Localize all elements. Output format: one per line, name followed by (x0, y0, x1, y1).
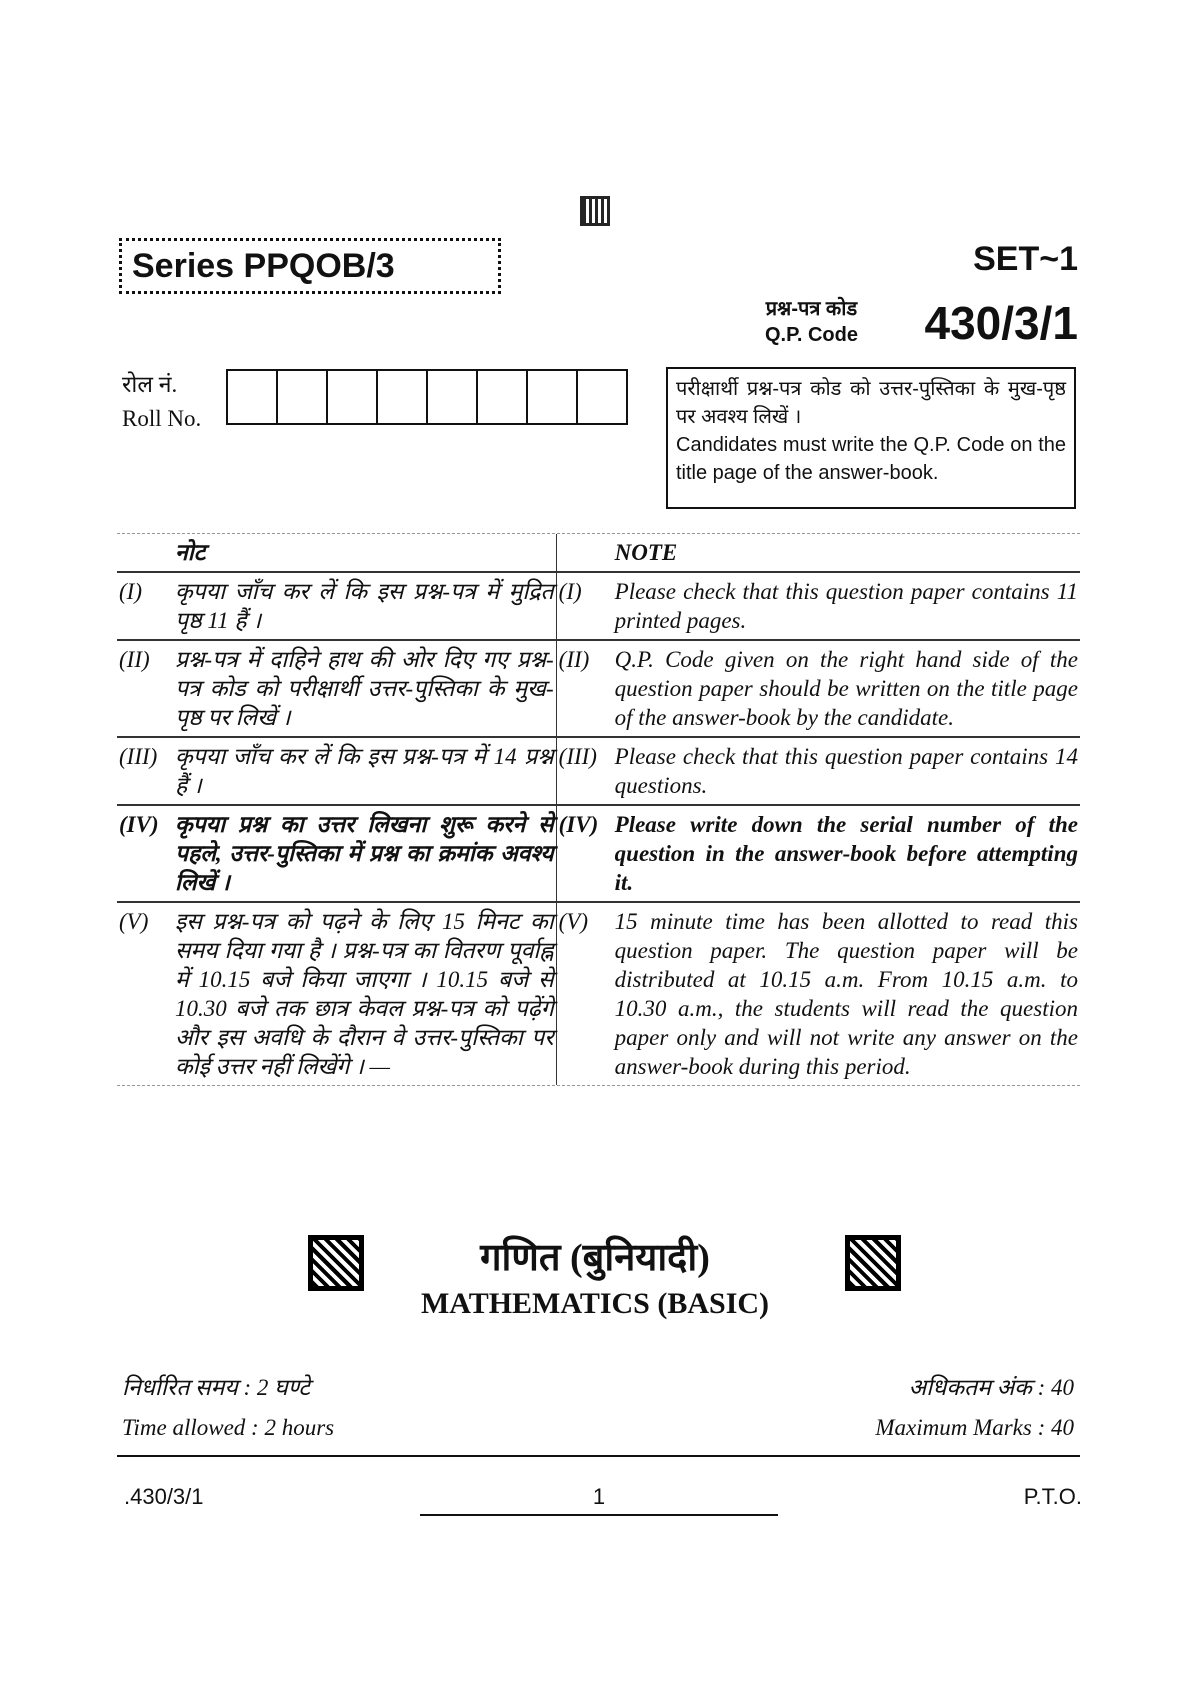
pto-label: P.T.O. (1023, 1484, 1082, 1509)
qp-code-label-en: Q.P. Code (765, 324, 858, 346)
roll-number-box[interactable] (378, 371, 428, 423)
qp-code-label-hi: प्रश्न-पत्र कोड (765, 298, 858, 320)
roll-number-box[interactable] (328, 371, 378, 423)
note-number-hi: (II) (119, 647, 150, 672)
instruction-en: Candidates must write the Q.P. Code on the title page of the answer-book. (676, 434, 1066, 484)
subject-title-en: MATHEMATICS (BASIC) (420, 1287, 770, 1320)
note-row (117, 737, 1080, 805)
roll-number-box[interactable] (278, 371, 328, 423)
note-text-hi: कृपया प्रश्न का उत्तर लिखना शुरू करने से पहले, उत्तर-पुस्तिका में प्रश्न का क्रमांक अवश्य लिखें । (173, 805, 556, 902)
note-text-hi: इस प्रश्न-पत्र को पढ़ने के लिए 15 मिनट का समय दिया गया है । प्रश्न-पत्र का वितरण पूर्वाह्न में 10.15 बजे किया जाएगा । 10.15 बजे से 10.30 बजे तक छात्र केवल प्रश्न-पत्र को पढ़ेंगे और इस अवधि के दौरान वे उत्तर-पुस्तिका पर कोई उत्तर नहीं लिखेंगे । — (173, 902, 556, 1085)
note-text-hi: कृपया जाँच कर लें कि इस प्रश्न-पत्र में 14 प्रश्न हैं । (173, 737, 556, 805)
note-number-en: (II) (558, 647, 590, 672)
note-number-en: (I) (558, 579, 582, 604)
footer-code: .430/3/1 (124, 1484, 204, 1509)
series-label: Series PPQOB/3 (119, 238, 501, 294)
subject-title-hi: गणित (बुनियादी) (480, 1237, 710, 1279)
time-allowed-en: Time allowed : 2 hours (122, 1415, 335, 1440)
note-number-hi: (III) (119, 744, 158, 769)
roll-number-box[interactable] (528, 371, 578, 423)
roll-number-box[interactable] (578, 371, 626, 423)
note-text-en: Please check that this question paper contains 11 printed pages. (614, 579, 1078, 633)
note-row (117, 640, 1080, 737)
roll-number-box[interactable] (428, 371, 478, 423)
note-number-en: (III) (558, 744, 597, 769)
notes-heading-hi: नोट (173, 534, 556, 572)
roll-number-boxes (226, 369, 628, 425)
instruction-box (666, 367, 1076, 509)
qr-code-icon (580, 196, 610, 226)
notes-heading-en: NOTE (614, 540, 678, 565)
notes-table (117, 533, 1080, 1086)
qp-code: 430/3/1 (924, 297, 1078, 349)
note-number-hi: (I) (119, 579, 142, 604)
qp-code-label (765, 296, 858, 348)
note-text-en: Q.P. Code given on the right hand side of the question paper should be written on the title page of the answer-book by the candidate. (614, 647, 1078, 730)
note-row (117, 805, 1080, 902)
note-text-en: Please write down the serial number of the question in the answer-book before attempting it. (614, 812, 1078, 895)
roll-label (122, 368, 201, 436)
roll-label-hi: रोल नं. (122, 372, 178, 397)
note-row (117, 572, 1080, 640)
note-text-hi: प्रश्न-पत्र में दाहिने हाथ की ओर दिए गए प्रश्न-पत्र कोड को परीक्षार्थी उत्तर-पुस्तिका के मुख-पृष्ठ पर लिखें । (173, 640, 556, 737)
roll-number-box[interactable] (228, 371, 278, 423)
note-text-en: Please check that this question paper contains 14 questions. (614, 744, 1078, 798)
max-marks-en: Maximum Marks : 40 (875, 1415, 1074, 1440)
time-allowed-hi: निर्धारित समय : 2 घण्टे (122, 1375, 310, 1400)
notes-header-row (117, 534, 1080, 572)
note-number-hi: (IV) (119, 812, 159, 837)
instruction-hi: परीक्षार्थी प्रश्न-पत्र कोड को उत्तर-पुस्तिका के मुख-पृष्ठ पर अवश्य लिखें । (676, 378, 1066, 428)
divider (117, 1455, 1080, 1457)
note-text-hi: कृपया जाँच कर लें कि इस प्रश्न-पत्र में मुद्रित पृष्ठ 11 हैं । (173, 572, 556, 640)
note-number-en: (IV) (558, 812, 599, 837)
page-number: 1 (420, 1484, 778, 1516)
note-number-en: (V) (558, 909, 589, 934)
note-row (117, 902, 1080, 1085)
max-marks-hi: अधिकतम अंक : 40 (908, 1375, 1074, 1400)
roll-number-box[interactable] (478, 371, 528, 423)
set-label: SET~1 (973, 240, 1078, 278)
note-number-hi: (V) (119, 909, 149, 934)
roll-label-en: Roll No. (122, 406, 202, 431)
note-text-en: 15 minute time has been allotted to read this question paper. The question paper will be distributed at 10.15 a.m. From 10.15 a.m. to 10.30 a.m., the students will read the question paper only and will not write any answer on the answer-book during this period. (614, 909, 1078, 1079)
